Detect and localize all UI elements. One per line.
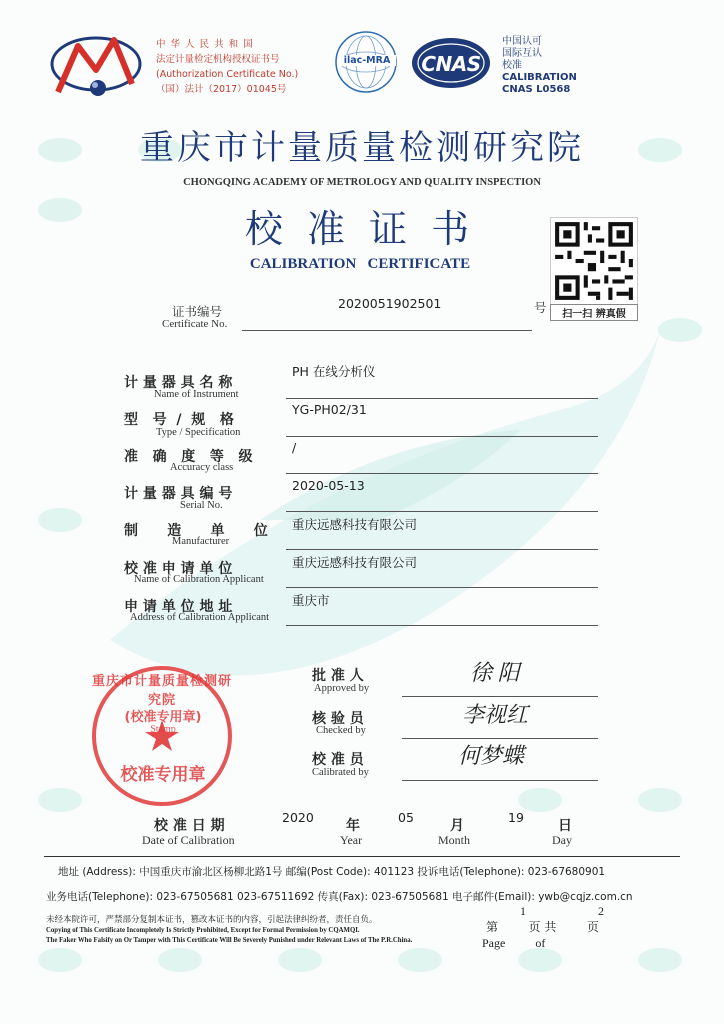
stamp-ring-text: 重庆市计量质量检测研究院	[92, 674, 233, 708]
cnas-line-3: 校准	[502, 60, 522, 71]
page-indicator-en: Page of	[482, 936, 546, 950]
cnas-logo-text: CNAS	[421, 52, 481, 76]
institute-logo	[44, 22, 144, 102]
page-total: 2	[598, 904, 604, 918]
field-value-type: YG-PH02/31	[292, 402, 367, 417]
field-value-accuracy: /	[292, 440, 297, 455]
date-day-cn: 日	[558, 818, 572, 834]
cnas-line-1: 中国认可	[502, 36, 542, 47]
field-line-type	[286, 436, 598, 437]
certificate-no-label-cn: 证书编号	[172, 304, 223, 319]
date-year-en: Year	[340, 833, 363, 847]
field-label-type-en: Type / Specification	[156, 427, 241, 438]
qr-code[interactable]	[550, 217, 638, 305]
field-label-applicant-cn: 校 准 申 请 单 位	[124, 561, 233, 577]
date-month-cn: 月	[450, 818, 464, 834]
footer-phones: 业务电话(Telephone): 023-67505681 023-67511692 传真(Fax): 023-67505681 电子邮件(Email): ywb@cqjz.com.cn	[46, 891, 633, 903]
authorization-block	[156, 37, 346, 97]
cnas-line-2: 国际互认	[502, 48, 542, 59]
field-value-manufacturer: 重庆远感科技有限公司	[292, 517, 418, 532]
field-label-instrument-cn: 计 量 器 具 名 称	[124, 375, 233, 391]
approver-line	[402, 696, 598, 697]
ilac-mra-text: ilac-MRA	[338, 55, 396, 66]
field-value-applicant: 重庆远感科技有限公司	[292, 555, 418, 570]
institute-name-cn: 重庆市计量质量检测研究院	[140, 128, 584, 168]
date-day-en: Day	[552, 833, 572, 847]
checker-label-en: Checked by	[316, 725, 366, 736]
date-month-value: 05	[398, 810, 414, 825]
field-label-manufacturer-en: Manufacturer	[172, 536, 230, 547]
authorization-line-4: （国）法计（2017）01045号	[156, 84, 287, 95]
stamp-center-bottom: 校准专用章	[120, 765, 206, 785]
stamp-center-en: Stamp	[150, 724, 176, 735]
calibrator-line	[402, 780, 598, 781]
page-indicator-cn: 第 页 共 页	[486, 920, 599, 934]
field-line-accuracy	[286, 473, 598, 474]
field-label-applicant-en: Name of Calibration Applicant	[134, 574, 264, 585]
field-label-address-cn: 申 请 单 位 地 址	[124, 599, 233, 615]
date-day-value: 19	[508, 810, 524, 825]
certificate-number: 2020051902501	[338, 296, 442, 311]
field-label-serial-cn: 计 量 器 具 编 号	[124, 486, 233, 502]
date-year-cn: 年	[346, 818, 360, 834]
footer-notice-en-2: The Faker Who Falsify on Or Tamper with This Certificate Will Be Severely Punished under Relevant Laws of The P.R.China.	[46, 937, 413, 944]
approver-label-en: Approved by	[314, 683, 370, 694]
footer-notice-cn: 未经本院许可，严禁部分复制本证书，篡改本证书的内容，引起法律纠纷者，责任自负。	[46, 915, 378, 925]
certificate-title-cn: 校 准 证 书	[244, 207, 476, 251]
field-label-type-cn: 型 号 / 规 格	[124, 412, 234, 428]
qr-code-pattern	[551, 218, 637, 304]
field-label-manufacturer-cn: 制 造 单 位	[124, 523, 268, 539]
field-line-manufacturer	[286, 549, 598, 550]
calibrator-signature: 何梦蝶	[458, 743, 525, 768]
field-label-address-en: Address of Calibration Applicant	[130, 612, 270, 623]
institute-name-en: CHONGQING ACADEMY OF METROLOGY AND QUALITY INSPECTION	[183, 177, 541, 188]
checker-label-cn: 核 验 员	[312, 711, 364, 727]
field-value-address: 重庆市	[292, 593, 330, 608]
field-label-accuracy-en: Accuracy class	[170, 462, 234, 473]
field-line-address	[286, 625, 598, 626]
field-value-serial: 2020-05-13	[292, 478, 365, 493]
certificate-no-suffix: 号	[534, 300, 547, 315]
calibrator-label-cn: 校 准 员	[312, 752, 364, 768]
authorization-line-2: 法定计量检定机构授权证书号	[156, 54, 280, 65]
approver-label-cn: 批 准 人	[312, 668, 364, 684]
field-label-accuracy-cn: 准 确 度 等 级	[124, 449, 253, 465]
date-label-cn: 校 准 日 期	[154, 818, 225, 834]
field-label-serial-en: Serial No.	[180, 500, 223, 511]
date-month-en: Month	[438, 833, 471, 847]
field-line-serial	[286, 511, 598, 512]
certificate-title-en: CALIBRATION CERTIFICATE	[249, 256, 471, 272]
date-year-value: 2020	[282, 810, 314, 825]
field-label-instrument-en: Name of Instrument	[154, 389, 239, 400]
certificate-no-label-en: Certificate No.	[162, 318, 228, 330]
date-label-en: Date of Calibration	[142, 833, 235, 847]
qr-caption: 扫一扫 辨真假	[550, 304, 638, 321]
approver-signature: 徐 阳	[470, 660, 520, 685]
footer-address: 地址 (Address): 中国重庆市渝北区杨柳北路1号 邮编(Post Code): 401123 投诉电话(Telephone): 023-67680901	[58, 866, 606, 878]
authorization-line-1: 中 华 人 民 共 和 国	[156, 39, 254, 50]
footer-notice-en-1: Copying of This Certificate Incompletely Is Strictly Prohibited, Except for Formal Permission by CQAMQI.	[46, 927, 360, 934]
cnas-line-4: CALIBRATION	[502, 72, 577, 83]
field-line-applicant	[286, 587, 598, 588]
authorization-line-3: (Authorization Certificate No.)	[156, 69, 299, 80]
footer-divider	[44, 856, 680, 857]
checker-signature: 李视红	[462, 702, 529, 727]
page-number: 1	[520, 904, 526, 918]
calibrator-label-en: Calibrated by	[312, 767, 369, 778]
cnas-info	[502, 36, 577, 96]
stamp-center-top: (校准专用章)	[124, 710, 202, 725]
field-line-instrument	[286, 398, 598, 399]
field-value-instrument: PH 在线分析仪	[292, 364, 376, 379]
cnas-line-5: CNAS L0568	[502, 84, 571, 95]
certificate-no-line	[242, 330, 532, 331]
